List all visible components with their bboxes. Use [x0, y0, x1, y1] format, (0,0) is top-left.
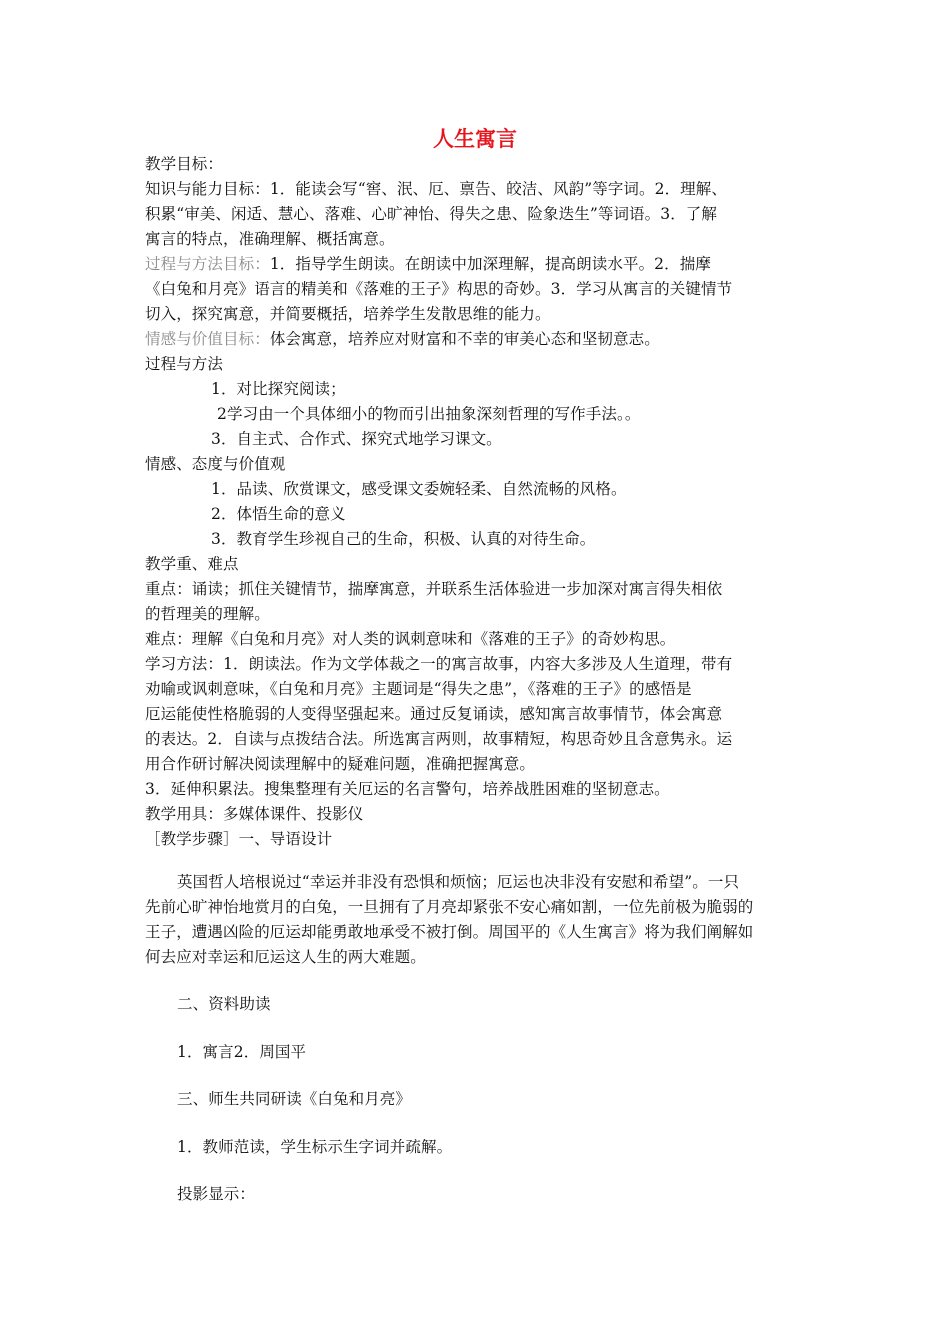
intro-line-4: 何去应对幸运和厄运这人生的两大难题。: [145, 948, 426, 966]
section-2-item: 1．寓言2．周国平: [177, 1043, 307, 1061]
methods-line-3: 厄运能使性格脆弱的人变得坚强起来。通过反复诵读，感知寓言故事情节，体会寓意: [145, 705, 723, 723]
knowledge-label: 知识与能力目标：: [145, 180, 270, 198]
tools-line: 教学用具：多媒体课件、投影仪: [145, 805, 364, 823]
intro-line-2: 先前心旷神怡地赏月的白兔，一旦拥有了月亮却紧张不安心痛如割，一位先前极为脆弱的: [145, 898, 754, 916]
intro-line-1: 英国哲人培根说过“幸运并非没有恐惧和烦恼；厄运也决非没有安慰和希望”。一只: [177, 873, 740, 891]
goals-heading: 教学目标：: [145, 155, 224, 173]
attitude-item-2: 2．体悟生命的意义: [211, 505, 346, 523]
process-label: 过程与方法目标：: [145, 255, 270, 273]
goals-section: [145, 152, 809, 852]
key-point-line-1: 重点：诵读；抓住关键情节，揣摩寓意，并联系生活体验进一步加深对寓言得失相依: [145, 580, 723, 598]
process-line-3: 切入，探究寓意，并简要概括，培养学生发散思维的能力。: [145, 305, 551, 323]
section-3-item: 1．教师范读，学生标示生字词并疏解。: [177, 1138, 453, 1156]
process-method-heading: 过程与方法: [145, 355, 224, 373]
key-point-line-2: 的哲理美的理解。: [145, 605, 270, 623]
methods-line-4: 的表达。2．自读与点拨结合法。所选寓言两则，故事精短，构思奇妙且含意隽永。运: [145, 730, 733, 748]
section-2-heading: 二、资料助读: [177, 995, 271, 1013]
methods-line-2: 劝喻或讽刺意味，《白兔和月亮》主题词是“得失之患”，《落难的王子》的感悟是: [145, 680, 692, 698]
methods-line-6: 3．延伸积累法。搜集整理有关厄运的名言警句，培养战胜困难的坚韧意志。: [145, 780, 670, 798]
process-line-2: 《白兔和月亮》语言的精美和《落难的王子》构思的奇妙。3．学习从寓言的关键情节: [145, 280, 733, 298]
methods-line-1: 学习方法：1．朗读法。作为文学体裁之一的寓言故事，内容大多涉及人生道理，带有: [145, 655, 733, 673]
section-3-heading: 三、师生共同研读《白兔和月亮》: [177, 1090, 412, 1108]
attitude-heading: 情感、态度与价值观: [145, 455, 286, 473]
document-title: 人生寓言: [433, 126, 517, 151]
process-line-1: 过程与方法目标：1．指导学生朗读。在朗读中加深理解，提高朗读水平。2．揣摩: [145, 255, 711, 273]
knowledge-line-3: 寓言的特点，准确理解、概括寓意。: [145, 230, 395, 248]
key-heading: 教学重、难点: [145, 555, 239, 573]
intro-paragraph: [145, 870, 809, 970]
knowledge-line-1: 知识与能力目标：1．能读会写“窖、泯、厄、禀告、皎洁、风韵”等字词。2．理解、: [145, 180, 727, 198]
process-method-item-2: 2学习由一个具体细小的物而引出抽象深刻哲理的写作手法。。: [217, 405, 641, 423]
knowledge-line-2: 积累“审美、闲适、慧心、落难、心旷神怡、得失之患、险象迭生”等词语。3．了解: [145, 205, 718, 223]
attitude-item-3: 3．教育学生珍视自己的生命，积极、认真的对待生命。: [211, 530, 596, 548]
attitude-item-1: 1．品读、欣赏课文，感受课文委婉轻柔、自然流畅的风格。: [211, 480, 627, 498]
process-method-item-1: 1．对比探究阅读；: [211, 380, 346, 398]
projection-label: 投影显示：: [177, 1185, 256, 1203]
steps-heading: ［教学步骤］一、导语设计: [145, 830, 333, 848]
intro-line-3: 王子，遭遇凶险的厄运却能勇敢地承受不被打倒。周国平的《人生寓言》将为我们阐解如: [145, 923, 754, 941]
process-method-item-3: 3．自主式、合作式、探究式地学习课文。: [211, 430, 502, 448]
difficulty-line: 难点：理解《白兔和月亮》对人类的讽刺意味和《落难的王子》的奇妙构思。: [145, 630, 676, 648]
emotion-label: 情感与价值目标：: [145, 330, 270, 348]
methods-line-5: 用合作研讨解决阅读理解中的疑难问题，准确把握寓意。: [145, 755, 536, 773]
emotion-line: 情感与价值目标：体会寓意，培养应对财富和不幸的审美心态和坚韧意志。: [145, 330, 660, 348]
